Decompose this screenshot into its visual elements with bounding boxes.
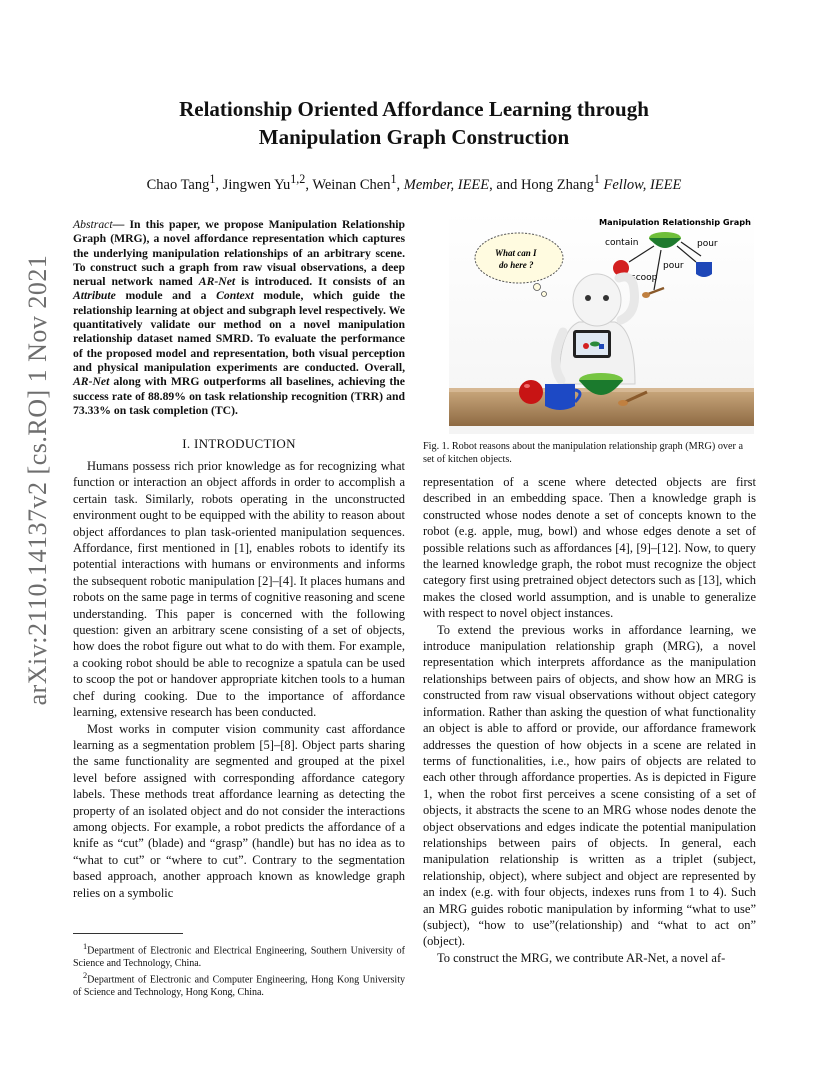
footnote-1: [73, 941, 405, 970]
footnote-1-mark: 1: [83, 942, 88, 951]
section-heading: I. INTRODUCTION: [182, 436, 296, 451]
abstract-text-5: along with MRG outperforms all baselines, achieving the success rate of 88.89% on task relationship recognition (TRR) and 73.33% on task completion (TC).: [73, 375, 405, 417]
paper-title: [80, 95, 748, 151]
paragraph: To construct the MRG, we contribute AR-Net, a novel af-: [437, 950, 726, 965]
footnote-2: [73, 970, 405, 999]
author-2-affil: 1,2: [290, 172, 306, 186]
author-list: Chao Tang$^1$, Jingwen Yu$^{1,2}$, Weinan Chen$^1$, Member, IEEE, and Hong Zhang$^1$ Fellow, IEEE: [146, 172, 682, 193]
footnote-rule: [73, 933, 183, 934]
figure-caption: Fig. 1. Robot reasons about the manipulation relationship graph (MRG) over a set of kitchen objects.: [423, 441, 744, 465]
title-line-2: Manipulation Graph Construction: [258, 125, 570, 149]
author-3-affil: 1: [390, 172, 397, 186]
arxiv-sidebar-stamp: [18, 254, 58, 706]
robot-scene-illustration: [449, 212, 754, 434]
author-4: and Hong Zhang: [496, 176, 594, 193]
abstract-text-2: is introduced. It consists of an: [235, 275, 405, 289]
abstract-text-4: module, which guide the relationship learning at object and subgraph level respectively. We quantitatively validate our method on a novel manipulation relationship dataset named SMRD. To evaluate the performance of the proposed model and representation, both visual perception and physical manipulation experiments are conducted. Overall,: [73, 289, 406, 374]
right-column-body: [423, 474, 756, 966]
paragraph: representation of a scene where detected objects are first described in an embedding space. Then a knowledge graph is constructed whose nodes denote a set of concepts known to the robot (e.g. apple, mug, bowl) and whose edges denote a set of possible relations such as affordances [4], [9]–[12]. Now, to query the learned knowledge graph, the robot must recognize the object category first using pretrained object detectors such as [13], which makes the closed world assumption, and is unable to generalize with respect to novel object instances.: [423, 475, 756, 621]
footnotes: [73, 941, 405, 1000]
abstract: [73, 218, 405, 418]
footnote-1-text: Department of Electronic and Electrical Engineering, Southern University of Science and Technology, China.: [73, 945, 405, 969]
bubble-line-2: do here ?: [499, 260, 534, 270]
abstract-text-3: module and a: [115, 289, 217, 303]
author-2: Jingwen Yu: [222, 176, 291, 193]
figure-1: [449, 212, 754, 434]
edge-pour-1: pour: [697, 239, 718, 249]
left-column-body: [73, 458, 405, 901]
author-4-affil: 1: [593, 172, 600, 186]
paragraph: Most works in computer vision community cast affordance learning as a segmentation problem [5]–[8]. Object parts sharing the same functionality are segmented and grouped at the pixel level before assigned with corresponding affordance category labels. These methods treat affordance learning as detecting the property of an isolated object and do not consider the interactions among objects. For example, a robot predicts the affordance of a knife as “cut” (blade) and “grasp” (handle) but has no idea as to “what to cut” or “where to cut”. Contrary to the segmentation based approach, another approach known as knowledge graph relies on a symbolic: [73, 721, 405, 900]
abstract-arnet-2: AR-Net: [73, 375, 110, 389]
footnote-2-mark: 2: [83, 971, 88, 981]
abstract-label: Abstract: [73, 218, 113, 231]
arxiv-id: arXiv:2110.14137v2 [cs.RO] 1 Nov 2021: [23, 254, 52, 706]
paragraph: To extend the previous works in affordance learning, we introduce manipulation relationship graph (MRG), a novel representation which interprets affordance as the manipulation relationships between pairs of objects, and show how an MRG is constructed from raw visual observations without object category information. Rather than asking the question of what functionality an object is able to afford or provide, our affordance framework addresses the question of how objects in a scene are related in terms of functionalities, i.e., how pairs of objects are related to each other through affordance properties. As is depicted in Figure 1, when the robot first perceives a scene consisting of a set of objects, it abstracts the scene to an MRG whose nodes denote the object observations and edges indicate the potential manipulation relationships between pairs of objects. In general, each manipulation relationship is written as a triplet (subject, relationship, object), where subject and object are represented by an index (e.g. with four objects, indexes runs from 1 to 4). Such an MRG guides robotic manipulation by informing “what to use” (subject), “how to use”(relationship) and “what to act on” (object).: [423, 622, 756, 949]
abstract-attribute: Attribute: [73, 289, 116, 303]
author-3-role: Member, IEEE: [403, 176, 490, 193]
author-1-affil: 1: [209, 172, 216, 186]
abstract-context: Context: [216, 289, 254, 303]
footnote-2-text: Department of Electronic and Computer Engineering, Hong Kong University of Science and Technology, Hong Kong, China.: [73, 974, 405, 999]
bubble-line-1: What can I: [495, 248, 537, 258]
paragraph: Humans possess rich prior knowledge as for recognizing what function or interaction an object affords in order to accomplish a certain task. Similarly, robots operating in the unconstructed environment ought to be equipped with the ability to reason about object affordances to plan task-oriented manipulation sequences. Affordance, first mentioned in [1], enables robots to identify its potential interactions with humans or environments and informs the subsequent robotic manipulation [2]–[4]. It places humans and robots on the same page in terms of cognitive reasoning and scene understanding. This paper is concerned with the following question: given an arbitrary scene consisting of a set of objects, how does the robot figure out what to do with them. For example, a cooking robot should be able to recognize a spatula can be used to scoop the pot or handover appropriate kitchen tools to a human chef during cooking. Due to the importance of affordance learning, extensive research has been conducted.: [73, 459, 405, 720]
abstract-arnet: AR-Net: [198, 275, 236, 289]
edge-scoop: scoop: [631, 273, 658, 283]
author-1: Chao Tang: [146, 176, 210, 193]
abstract-text-1: — In this paper, we propose Manipulation Relationship Graph (MRG), a novel affordance representation which captures the underlying manipulation relationships of an arbitrary scene. To construct such a graph from raw visual observations, a deep nerual network named: [73, 218, 405, 289]
author-4-role: Fellow, IEEE: [603, 176, 682, 193]
author-3: Weinan Chen: [312, 176, 391, 193]
graph-title: Manipulation Relationship Graph: [599, 217, 751, 227]
edge-pour-2: pour: [663, 261, 684, 271]
title-line-1: Relationship Oriented Affordance Learning through: [179, 97, 649, 121]
edge-contain: contain: [605, 238, 639, 248]
